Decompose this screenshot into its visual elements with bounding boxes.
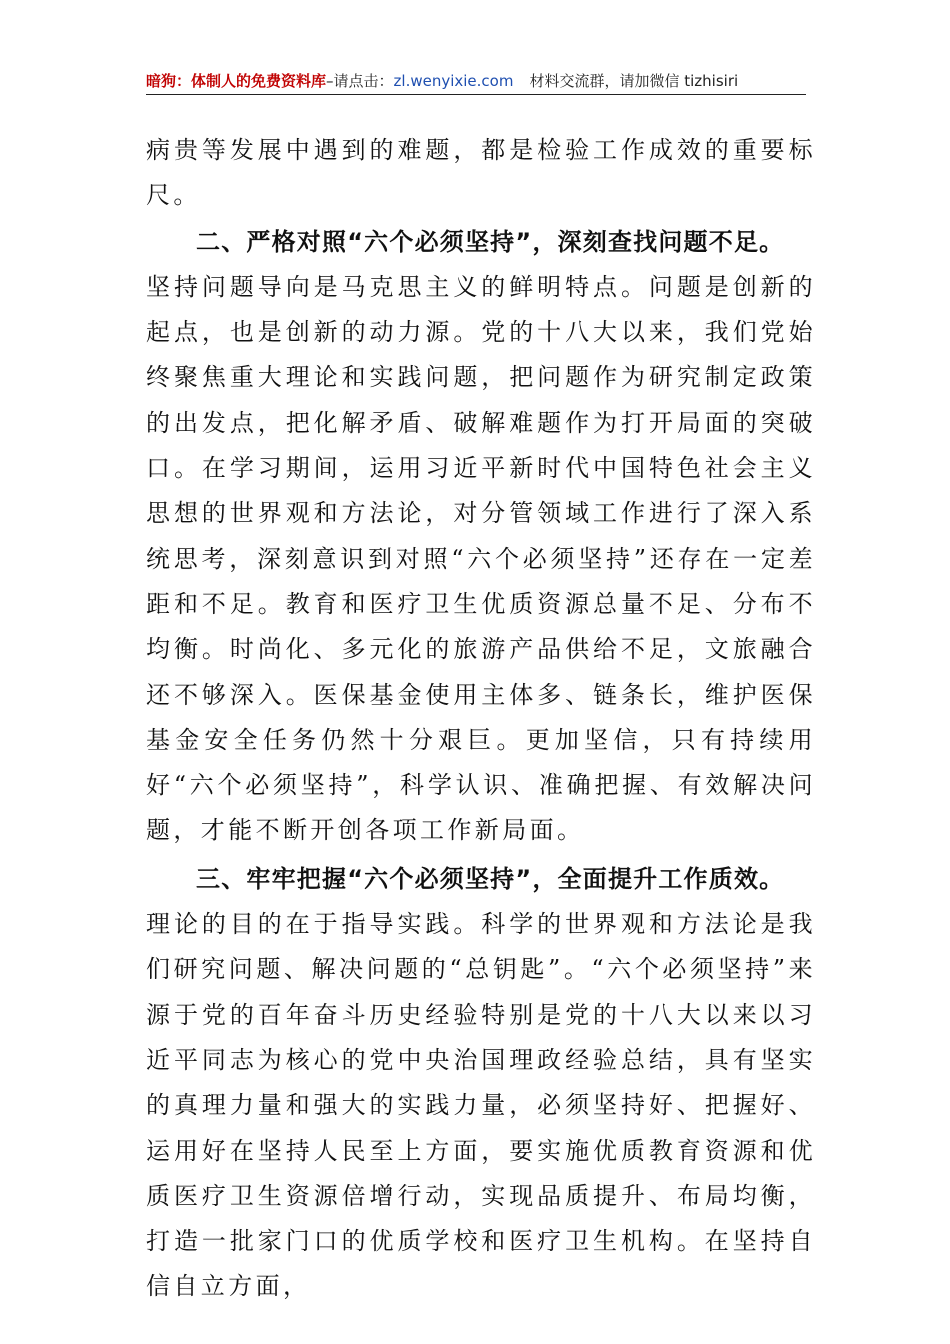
header-url-link[interactable]: zl.wenyixie.com	[393, 72, 514, 90]
header-site-name: 暗狗：体制人的免费资料库	[146, 72, 327, 90]
section-3-heading: 三、牢牢把握“六个必须坚持”，全面提升工作质效。	[196, 864, 785, 893]
continuation-paragraph: 病贵等发展中遇到的难题，都是检验工作成效的重要标尺。	[146, 136, 816, 210]
section-2-heading: 二、严格对照“六个必须坚持”，深刻查找问题不足。	[196, 227, 785, 256]
section-2-body: 坚持问题导向是马克思主义的鲜明特点。问题是创新的起点，也是创新的动力源。党的十八大以来，我们党始终聚焦重大理论和实践问题，把问题作为研究制定政策的出发点，把化解矛盾、破解难题作为打开局面的突破口。在学习期间，运用习近平新时代中国特色社会主义思想的世界观和方法论，对分管领域工作进行了深入系统思考，深刻意识到对照“六个必须坚持”还存在一定差距和不足。教育和医疗卫生优质资源总量不足、分布不均衡。时尚化、多元化的旅游产品供给不足，文旅融合还不够深入。医保基金使用主体多、链条长，维护医保基金安全任务仍然十分艰巨。更加坚信，只有持续用好“六个必须坚持”，科学认识、准确把握、有效解决问题，才能不断开创各项工作新局面。	[146, 272, 816, 845]
document-body	[146, 128, 816, 1310]
header-click-prefix: –请点击：	[326, 72, 394, 90]
watermark-header	[146, 68, 806, 95]
header-group-text: 材料交流群，请加微信 tizhisiri	[529, 72, 739, 90]
section-3-body: 理论的目的在于指导实践。科学的世界观和方法论是我们研究问题、解决问题的“总钥匙”。“六个必须坚持”来源于党的百年奋斗历史经验特别是党的十八大以来以习近平同志为核心的党中央治国理政经验总结，具有坚实的真理力量和强大的实践力量，必须坚持好、把握好、运用好在坚持人民至上方面，要实施优质教育资源和优质医疗卫生资源倍增行动，实现品质提升、布局均衡，打造一批家门口的优质学校和医疗卫生机构。在坚持自信自立方面，	[146, 910, 816, 1301]
